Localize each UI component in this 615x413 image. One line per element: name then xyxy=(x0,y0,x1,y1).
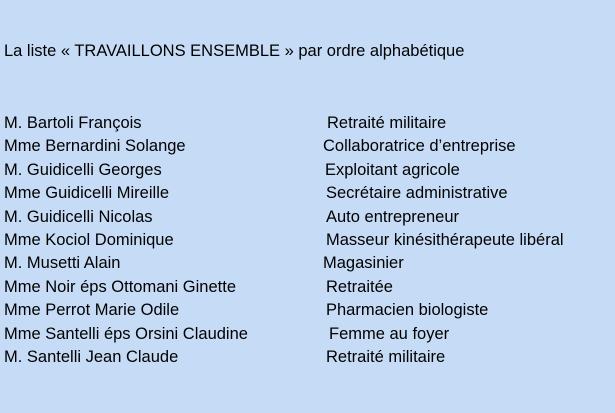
member-occupation: Magasinier xyxy=(323,254,404,273)
member-occupation: Pharmacien biologiste xyxy=(326,301,489,320)
list-item xyxy=(0,252,615,275)
member-name: Mme Bernardini Solange xyxy=(4,137,186,156)
member-occupation: Collaboratrice d’entreprise xyxy=(323,137,516,156)
member-name: Mme Kociol Dominique xyxy=(4,230,174,249)
list-item xyxy=(0,182,615,205)
member-name: M. Guidicelli Nicolas xyxy=(4,207,153,226)
page-title: La liste « TRAVAILLONS ENSEMBLE » par ordre alphabétique xyxy=(4,42,465,60)
list-item xyxy=(0,206,615,229)
members-list xyxy=(0,112,615,369)
member-name: M. Bartoli François xyxy=(4,114,142,132)
member-name: Mme Noir éps Ottomani Ginette xyxy=(4,277,236,296)
member-name: Mme Perrot Marie Odile xyxy=(4,301,180,320)
list-item xyxy=(0,229,615,252)
member-name: M. Musetti Alain xyxy=(4,254,121,273)
member-name: M. Guidicelli Georges xyxy=(4,160,162,179)
member-occupation: Retraité militaire xyxy=(327,114,447,132)
member-occupation: Exploitant agricole xyxy=(325,160,460,179)
list-item xyxy=(0,299,615,322)
member-occupation: Femme au foyer xyxy=(329,324,450,343)
member-name: Mme Santelli éps Orsini Claudine xyxy=(4,324,248,343)
member-occupation: Secrétaire administrative xyxy=(326,184,508,203)
member-occupation: Retraitée xyxy=(326,277,393,296)
list-item xyxy=(0,159,615,182)
list-item xyxy=(0,323,615,346)
list-item xyxy=(0,346,615,369)
list-item xyxy=(0,276,615,299)
member-occupation: Masseur kinésithérapeute libéral xyxy=(326,230,564,249)
list-item xyxy=(0,135,615,158)
member-occupation: Auto entrepreneur xyxy=(326,207,460,226)
member-name: Mme Guidicelli Mireille xyxy=(4,184,170,203)
member-name: M. Santelli Jean Claude xyxy=(4,347,179,366)
member-occupation: Retraité militaire xyxy=(326,347,446,366)
list-item xyxy=(0,112,615,135)
